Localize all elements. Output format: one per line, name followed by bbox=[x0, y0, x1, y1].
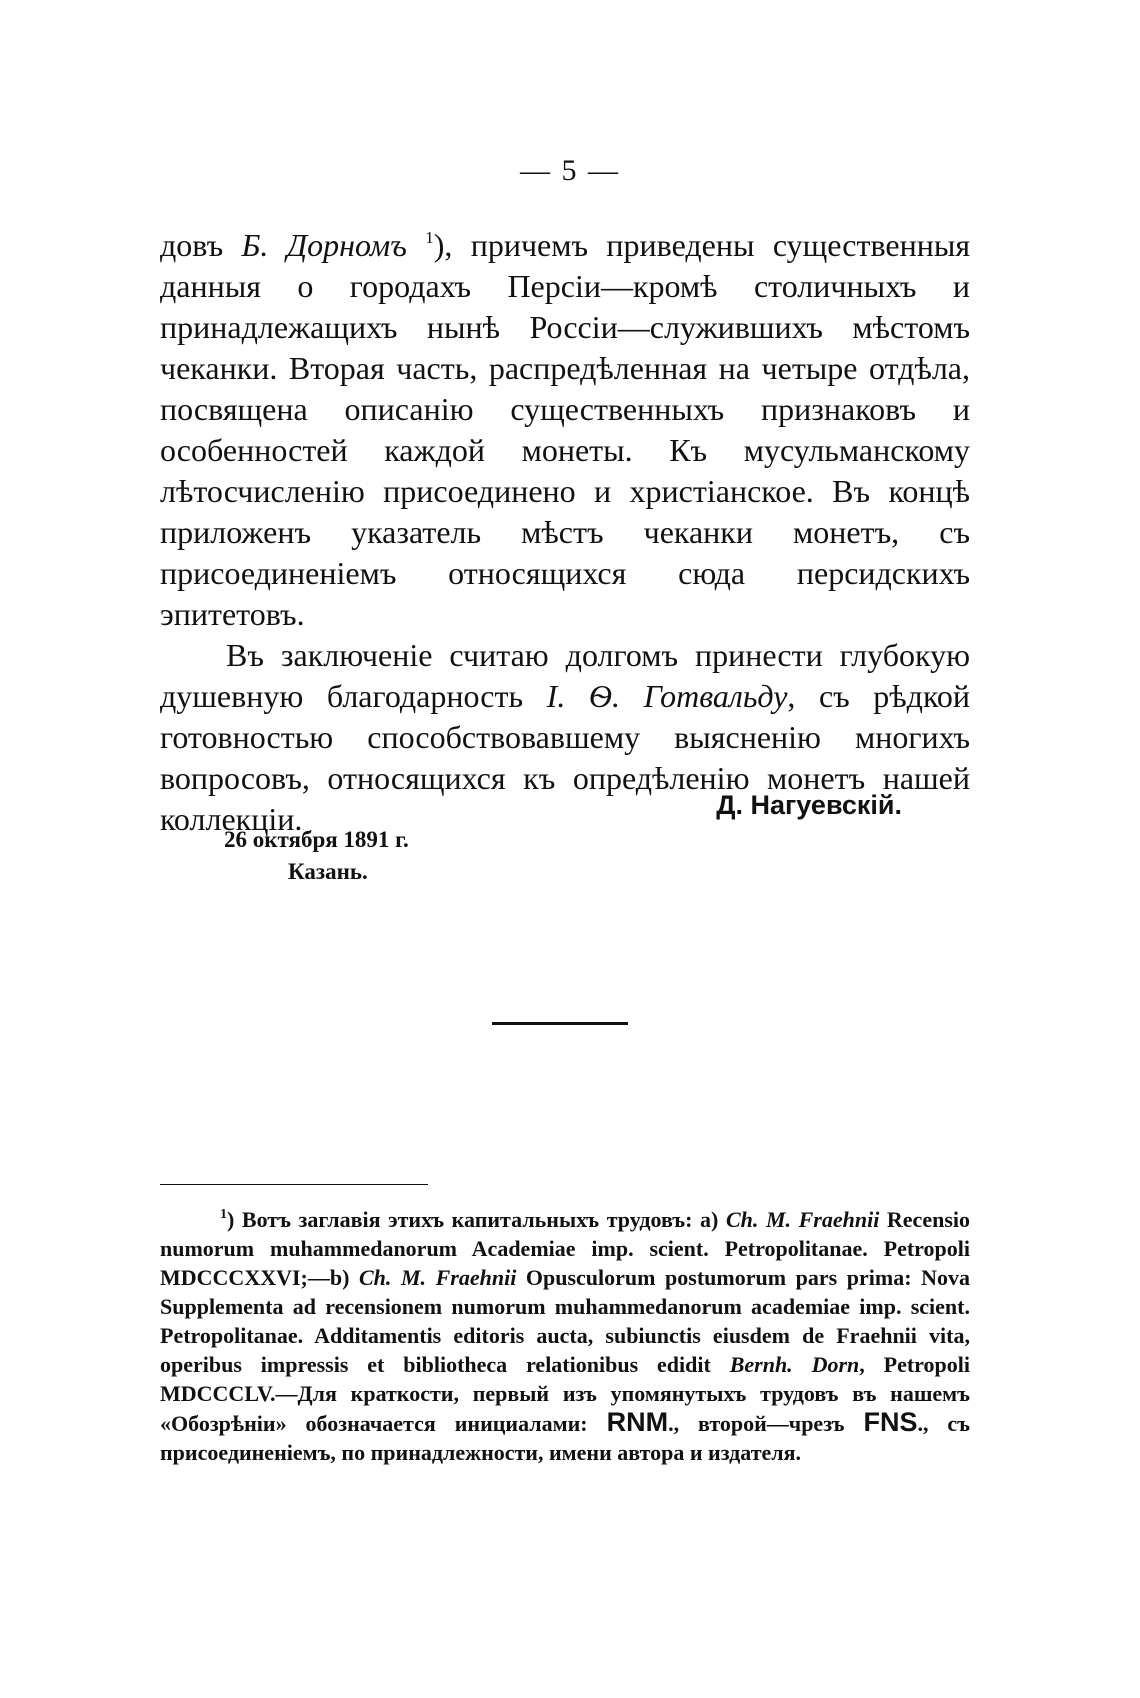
footnote-reference: 1 bbox=[425, 228, 434, 247]
footnote bbox=[160, 1205, 970, 1467]
signature: Д. Нагуевскій. bbox=[716, 790, 902, 820]
footnote-editor: Bernh. Dorn bbox=[729, 1352, 860, 1377]
footnote-separator bbox=[160, 1184, 428, 1185]
body-text bbox=[160, 225, 970, 840]
thanked-name: І. Ѳ. Готвальду bbox=[546, 678, 788, 714]
abbreviation-rnm: RNM bbox=[606, 1407, 669, 1437]
abbreviation-fns: FNS bbox=[863, 1407, 918, 1437]
date-line: 26 октября 1891 г. bbox=[224, 827, 409, 852]
footnote-text-2: Recensio numorum muhammedanorum Academiae imp. scient. Petropolitanae. Petropoli MDCCCXXVI;—b) bbox=[160, 1207, 970, 1290]
p2-text-start: Въ заключеніе считаю долгомъ принести глубокую душевную благодарность bbox=[160, 637, 970, 714]
p2-text-rest: , съ рѣдкой готовностью способствовавшему выясненію многихъ вопросовъ, относящихся къ опредѣленію монетъ нашей коллекціи. bbox=[160, 678, 971, 837]
footnote-text-3: Opusculorum postumorum pars prima: Nova Supplementa ad recensionem numorum muhammedanorum academiae imp. scient. Petropolitanae. Additamentis editoris aucta, subiunctis eiusdem de Fraehnii vita, operibus impressis et bibliotheca relationibus edidit bbox=[160, 1265, 970, 1377]
footnote-text-1: ) Вотъ заглавія этихъ капитальныхъ трудовъ: a) bbox=[227, 1207, 726, 1232]
footnote-author-2: Ch. M. Fraehnii bbox=[359, 1265, 517, 1290]
footnote-text bbox=[160, 1205, 970, 1467]
footnote-text-4: , Petropoli MDCCCLV.—Для краткости, первый изъ упомянутыхъ трудовъ въ нашемъ «Обозрѣніи» обозначается инициалами: bbox=[160, 1352, 970, 1436]
page-number: — 5 — bbox=[520, 154, 620, 187]
section-end-rule bbox=[492, 1022, 628, 1025]
place-line: Казань. bbox=[288, 859, 368, 884]
p1-text-rest: ), причемъ приведены существенныя данныя о городахъ Персіи—кромѣ столичныхъ и принадлежащихъ нынѣ Россіи—служившихъ мѣстомъ чеканки. Вторая часть, распредѣленная на четыре отдѣла, посвящена описанію существенныхъ признаковъ и особенностей каждой монеты. Къ мусульманскому лѣтосчисленію присоединено и христіанское. Въ концѣ приложенъ указатель мѣстъ чеканки монетъ, съ присоединеніемъ относящихся сюда персидскихъ эпитетовъ. bbox=[160, 227, 971, 632]
footnote-marker: 1 bbox=[220, 1207, 227, 1222]
p1-text-start: довъ bbox=[160, 227, 242, 263]
dateline bbox=[224, 824, 409, 888]
paragraph-1 bbox=[160, 225, 970, 635]
footnote-text-6: ., съ присоединеніемъ, по принадлежности, имени автора и издателя. bbox=[160, 1411, 970, 1465]
footnote-author-1: Ch. M. Fraehnii bbox=[725, 1207, 880, 1232]
author-name: Б. Дорномъ bbox=[241, 227, 407, 263]
footnote-text-5: ., второй—чрезъ bbox=[668, 1411, 864, 1436]
